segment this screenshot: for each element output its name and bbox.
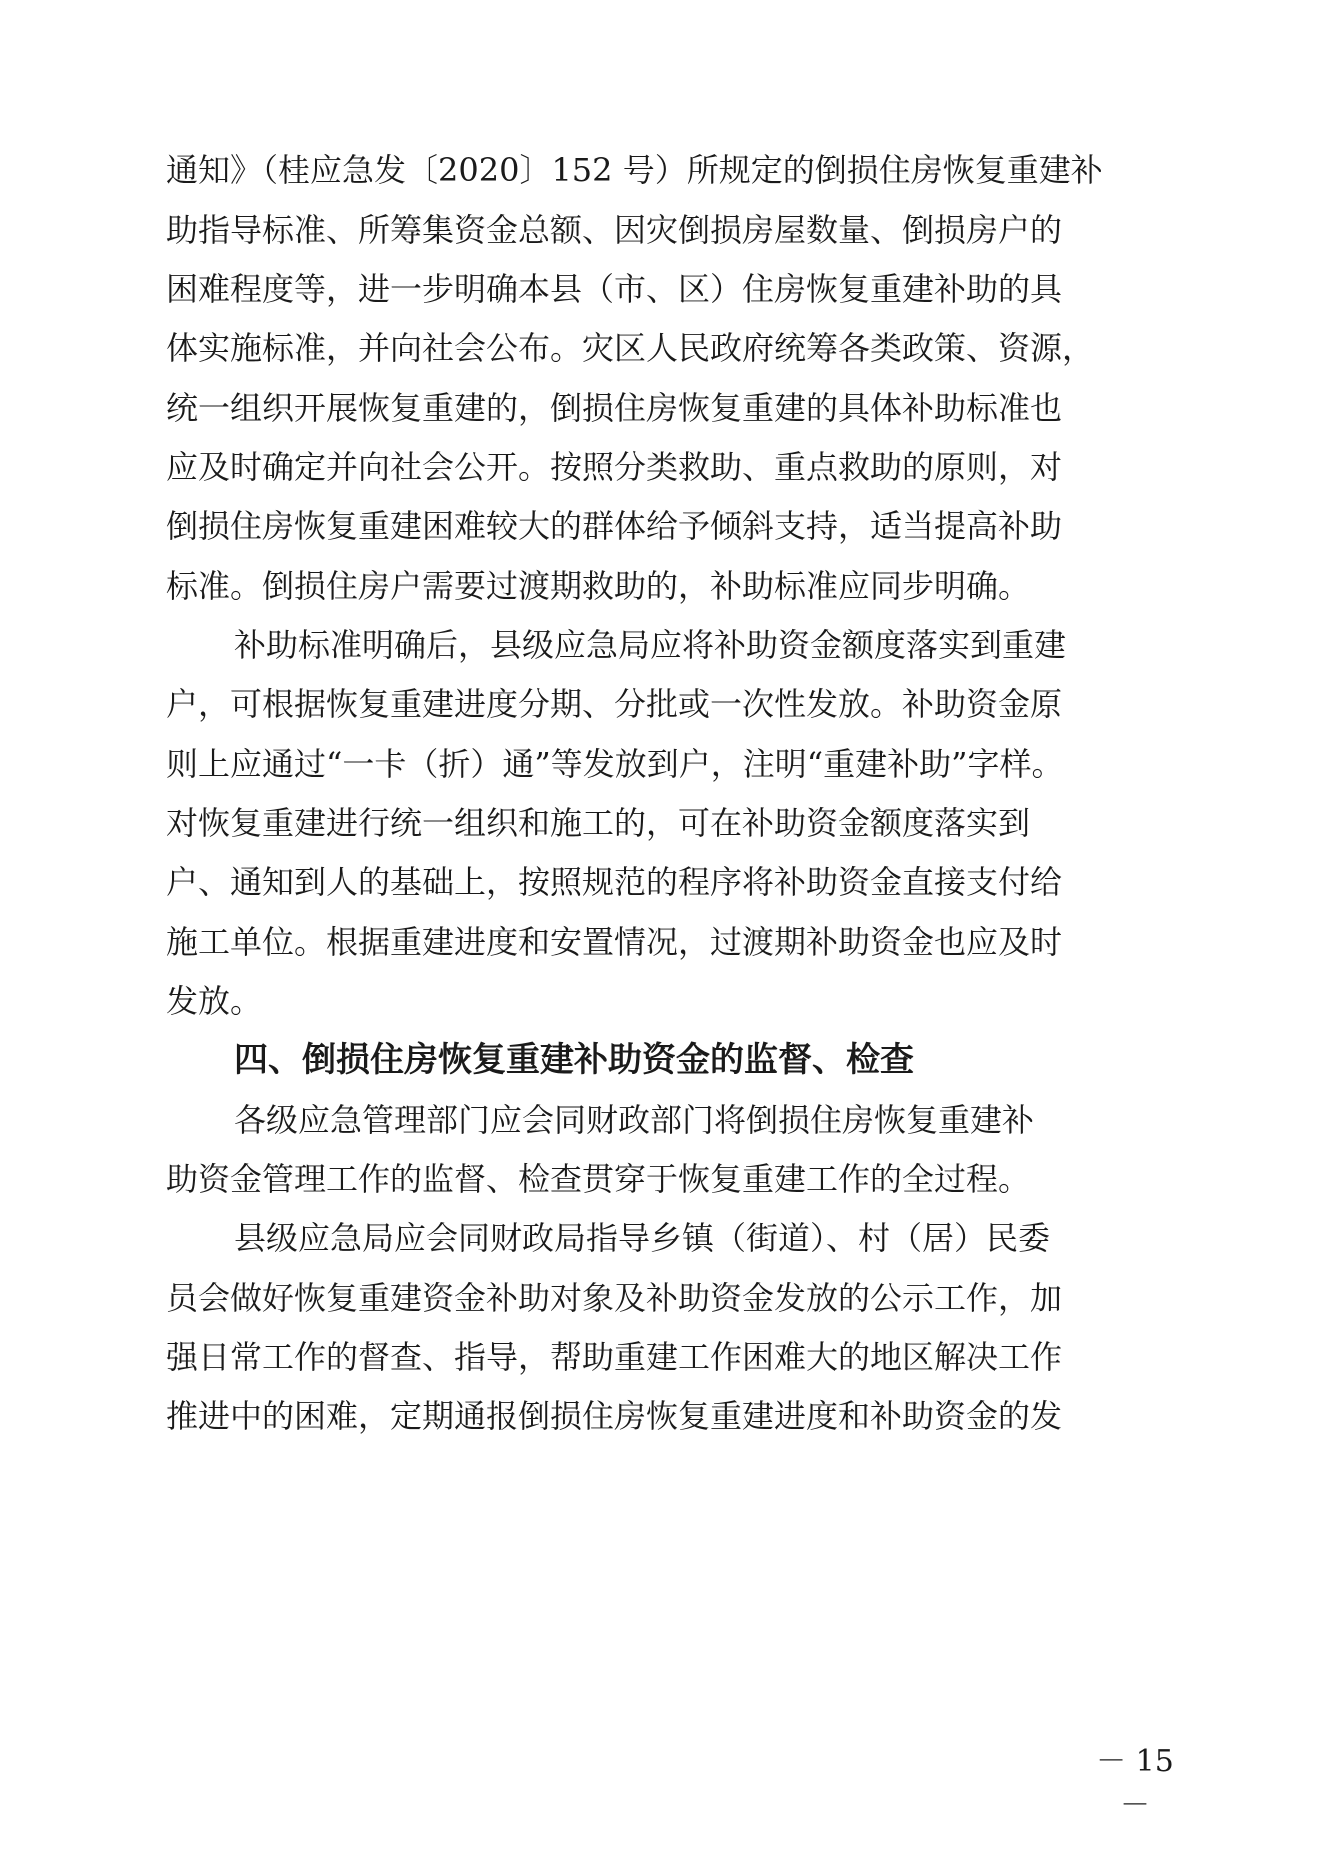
text-line: 则上应通过“一卡（折）通”等发放到户，注明“重建补助”字样。 [166,745,1064,783]
text-line: 施工单位。根据重建进度和安置情况，过渡期补助资金也应及时 [166,923,1063,961]
text-line: 统一组织开展恢复重建的，倒损住房恢复重建的具体补助标准也 [166,389,1063,427]
text-line: 助资金管理工作的监督、检查贯穿于恢复重建工作的全过程。 [166,1160,1031,1198]
text-line: 体实施标准，并向社会公布。灾区人民政府统筹各类政策、资源， [166,329,1095,367]
text-line: 助指导标准、所筹集资金总额、因灾倒损房屋数量、倒损房户的 [166,211,1063,249]
text-line: 户，可根据恢复重建进度分期、分批或一次性发放。补助资金原 [166,685,1063,723]
text-line: 通知》（桂应急发〔2020〕152 号）所规定的倒损住房恢复重建补 [166,151,1103,189]
text-line: 困难程度等，进一步明确本县（市、区）住房恢复重建补助的具 [166,270,1063,308]
text-line: 标准。倒损住房户需要过渡期救助的，补助标准应同步明确。 [166,567,1031,605]
text-line: 对恢复重建进行统一组织和施工的，可在补助资金额度落实到 [166,804,1031,842]
text-line: 补助标准明确后，县级应急局应将补助资金额度落实到重建 [234,626,1067,664]
section-heading: 四、倒损住房恢复重建补助资金的监督、检查 [234,1040,914,1080]
text-line: 各级应急管理部门应会同财政部门将倒损住房恢复重建补 [234,1101,1035,1139]
text-line: 强日常工作的督查、指导，帮助重建工作困难大的地区解决工作 [166,1338,1063,1376]
page-number: － 15 － [1096,1744,1174,1823]
text-line: 员会做好恢复重建资金补助对象及补助资金发放的公示工作，加 [166,1279,1063,1317]
text-line: 应及时确定并向社会公开。按照分类救助、重点救助的原则，对 [166,448,1063,486]
text-line: 倒损住房恢复重建困难较大的群体给予倾斜支持，适当提高补助 [166,507,1063,545]
text-line: 发放。 [166,982,263,1020]
text-line: 县级应急局应会同财政局指导乡镇（街道）、村（居）民委 [234,1219,1051,1257]
text-line: 推进中的困难，定期通报倒损住房恢复重建进度和补助资金的发 [166,1397,1063,1435]
text-line: 户、通知到人的基础上，按照规范的程序将补助资金直接支付给 [166,863,1063,901]
